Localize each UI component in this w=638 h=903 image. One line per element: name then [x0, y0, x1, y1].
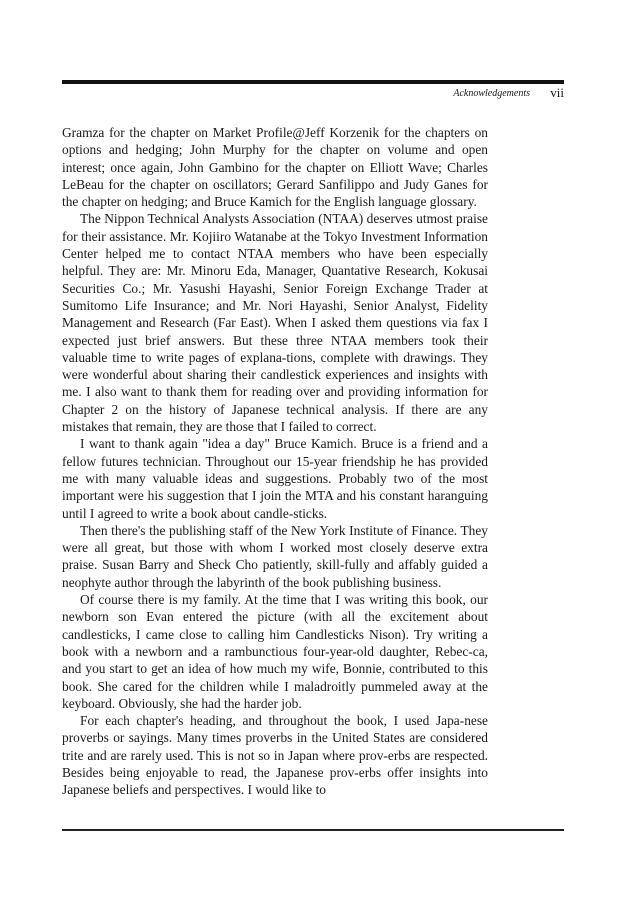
- running-head: [62, 87, 564, 103]
- bottom-rule: [62, 829, 564, 831]
- paragraph-kamich: I want to thank again "idea a day" Bruce Kamich. Bruce is a friend and a fellow futures technician. Throughout our 15-year friendship he has provided me with many valuable ideas and suggestions. Probably two of the most important were his suggestion that I join the MTA and his constant haranguing until I agreed to write a book about candle-sticks.: [62, 436, 488, 521]
- paragraph-proverbs: For each chapter's heading, and throughout the book, I used Japa-nese proverbs or sayings. Many times proverbs in the United States are considered trite and are rarely used. This is not so in Japan where prov-erbs are respected. Besides being enjoyable to read, the Japanese prov-erbs offer insights into Japanese beliefs and perspectives. I would like to: [62, 713, 488, 798]
- top-rule: [62, 80, 564, 84]
- page-number: vii: [550, 85, 564, 100]
- paragraph-family: Of course there is my family. At the time that I was writing this book, our newborn son Evan entered the picture (with all the excitement about candlesticks, I came close to calling him Candlesticks Nison). Try writing a book with a newborn and a rambunctious four-year-old daughter, Rebec-ca, and you start to get an idea of how much my wife, Bonnie, contributed to this book. She cared for the children while I maladroitly pummeled away at the keyboard. Obviously, she had the harder job.: [62, 592, 488, 711]
- paragraph-ntaa: The Nippon Technical Analysts Association (NTAA) deserves utmost praise for their assistance. Mr. Kojiiro Watanabe at the Tokyo Investment Information Center helped me to contact NTAA members who have been especially helpful. They are: Mr. Minoru Eda, Manager, Quantative Research, Kokusai Securities Co.; Mr. Yasushi Hayashi, Senior Foreign Exchange Trader at Sumitomo Life Insurance; and Mr. Nori Hayashi, Senior Analyst, Fidelity Management and Research (Far East). When I asked them questions via fax I expected just brief answers. But these three NTAA members took their valuable time to write pages of explana-tions, complete with drawings. They were wonderful about sharing their candlestick experiences and insights with me. I also want to thank them for reading over and providing information for Chapter 2 on the history of Japanese technical analysis. If there are any mistakes that remain, they are those that I failed to correct.: [62, 211, 488, 435]
- paragraph-publishing-staff: Then there's the publishing staff of the New York Institute of Finance. They were all great, but those with whom I worked most closely deserve extra praise. Susan Barry and Sheck Cho patiently, skill-fully and affably guided a neophyte author through the labyrinth of the book publishing business.: [62, 522, 488, 590]
- body-text: [62, 124, 488, 799]
- paragraph-continued: Gramza for the chapter on Market Profile@Jeff Korzenik for the chapters on options and hedging; John Murphy for the chapter on volume and open interest; once again, John Gambino for the chapter on Elliott Wave; Charles LeBeau for the chapter on oscillators; Gerard Sanfilippo and Judy Ganes for the chapter on hedging; and Bruce Kamich for the English language glossary.: [62, 125, 488, 210]
- running-title: Acknowledgements: [453, 88, 530, 99]
